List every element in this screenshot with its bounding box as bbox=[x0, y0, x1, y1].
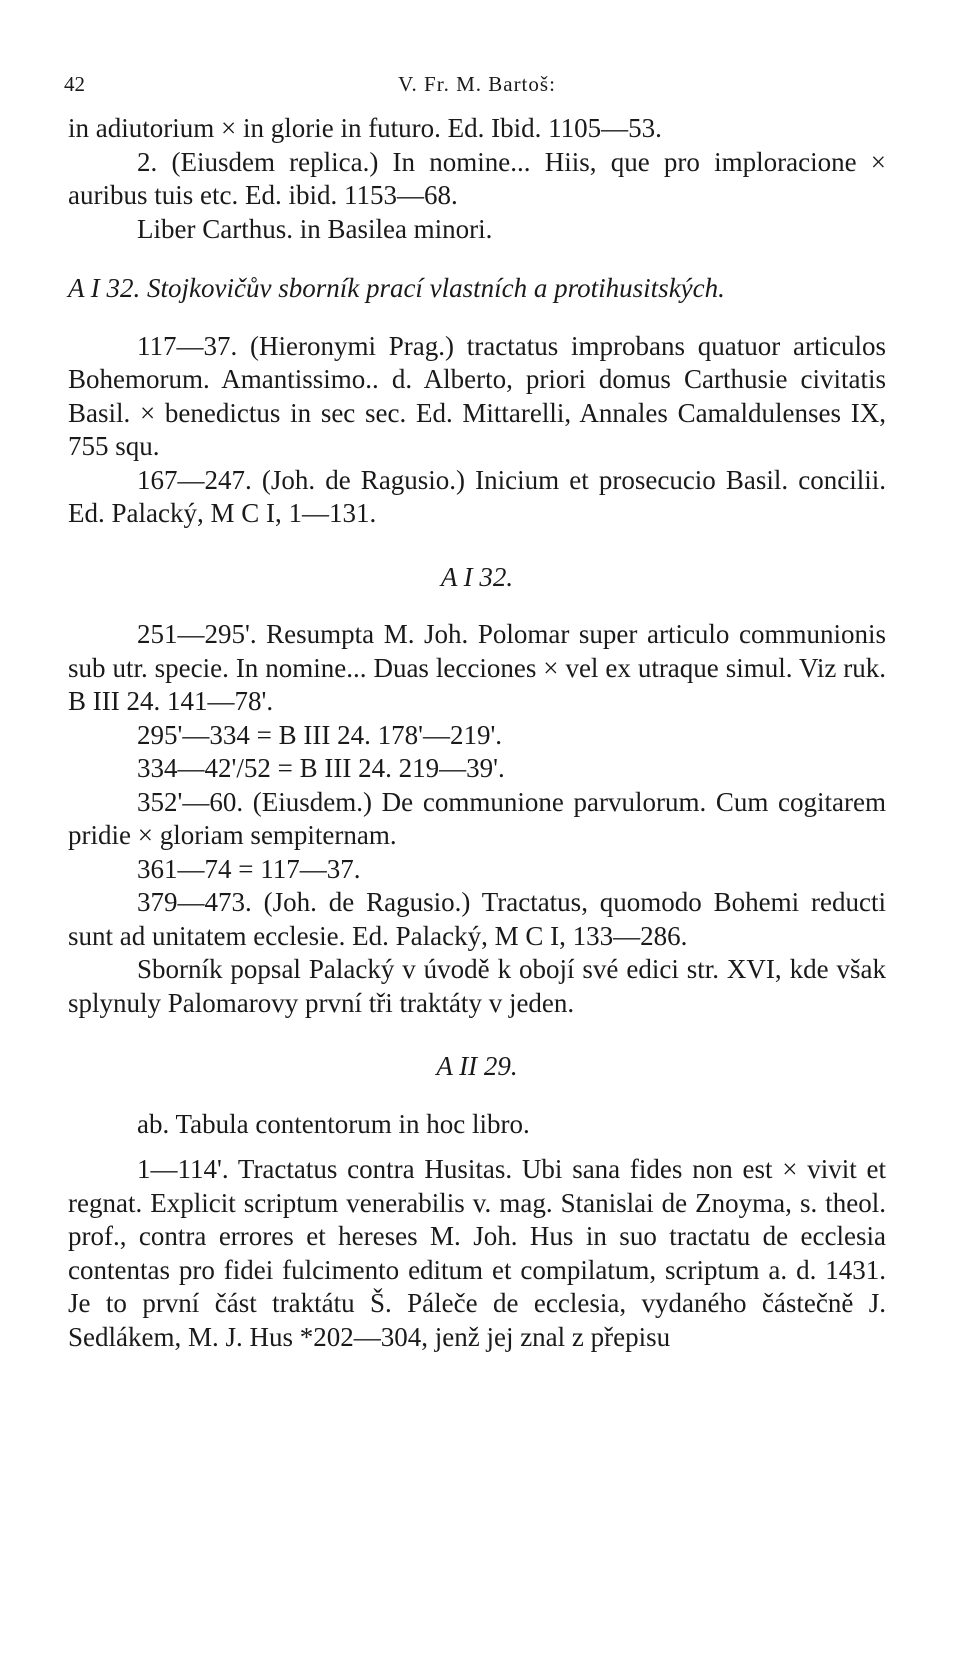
paragraph: 167—247. (Joh. de Ragusio.) Inicium et prosecucio Basil. concilii. Ed. Palacký, M C I, 1—131. bbox=[68, 464, 886, 528]
paragraph: 1—114'. Tractatus contra Husitas. Ubi sana fides non est × vivit et regnat. Explicit scriptum venerabilis v. mag. Stanislai de Znoyma, s. theol. prof., contra errores et hereses M. Joh. Hus in suo tractatu de ecclesia contentas pro fidei fulcimento editum et compilatum, scriptum a. d. 1431. Je to první část traktátu Š. Páleče de ecclesia, vydaného částečně J. Sedlákem, M. J. Hus *202—304, jenž jej znal z přepisu bbox=[68, 1154, 886, 1352]
paragraph: 117—37. (Hieronymi Prag.) tractatus improbans quatuor articulos Bohemorum. Amantissimo.. d. Alberto, priori domus Carthusie civitatis Basil. × benedictus in sec sec. Ed. Mittarelli, Annales Camaldulenses IX, 755 squ. bbox=[68, 330, 886, 461]
section-signature: A I 32. bbox=[68, 273, 141, 303]
page bbox=[64, 72, 886, 1354]
paragraph: Sborník popsal Palacký v úvodě k obojí své edici str. XVI, kde však splynuly Palomarovy první tři traktáty v jeden. bbox=[68, 954, 886, 1018]
paragraph: 2. (Eiusdem replica.) In nomine... Hiis, que pro imploracione × auribus tuis etc. Ed. ibid. 1153—68. bbox=[68, 146, 886, 210]
paragraph: 295'—334 = B III 24. 178'—219'. bbox=[137, 719, 503, 750]
page-body bbox=[68, 112, 886, 1354]
paragraph: Liber Carthus. in Basilea minori. bbox=[137, 213, 493, 244]
text-line: in adiutorium × in glorie in futuro. Ed. Ibid. 1105—53. bbox=[68, 113, 662, 143]
paragraph: 361—74 = 117—37. bbox=[137, 853, 361, 884]
section-heading: A I 32. bbox=[440, 561, 514, 592]
running-head: V. Fr. M. Bartoš: bbox=[398, 72, 556, 96]
section-heading: A II 29. bbox=[436, 1051, 518, 1081]
page-number: 42 bbox=[64, 72, 85, 96]
section-heading bbox=[68, 272, 886, 306]
paragraph: 334—42'/52 = B III 24. 219—39'. bbox=[137, 753, 505, 783]
page-header bbox=[64, 72, 886, 112]
paragraph: 379—473. (Joh. de Ragusio.) Tractatus, quomodo Bohemi reducti sunt ad unitatem ecclesie. Ed. Palacký, M C I, 133—286. bbox=[68, 887, 886, 951]
paragraph: 251—295'. Resumpta M. Joh. Polomar super articulo communionis sub utr. specie. In nomine... Duas lecciones × vel ex utraque simul. Viz ruk. B III 24. 141—78'. bbox=[68, 619, 886, 716]
paragraph: 352'—60. (Eiusdem.) De communione parvulorum. Cum cogitarem pridie × gloriam sempiternam. bbox=[68, 786, 886, 850]
paragraph: ab. Tabula contentorum in hoc libro. bbox=[137, 1108, 530, 1139]
section-title: Stojkovičův sborník prací vlastních a protihusitských. bbox=[147, 273, 725, 303]
